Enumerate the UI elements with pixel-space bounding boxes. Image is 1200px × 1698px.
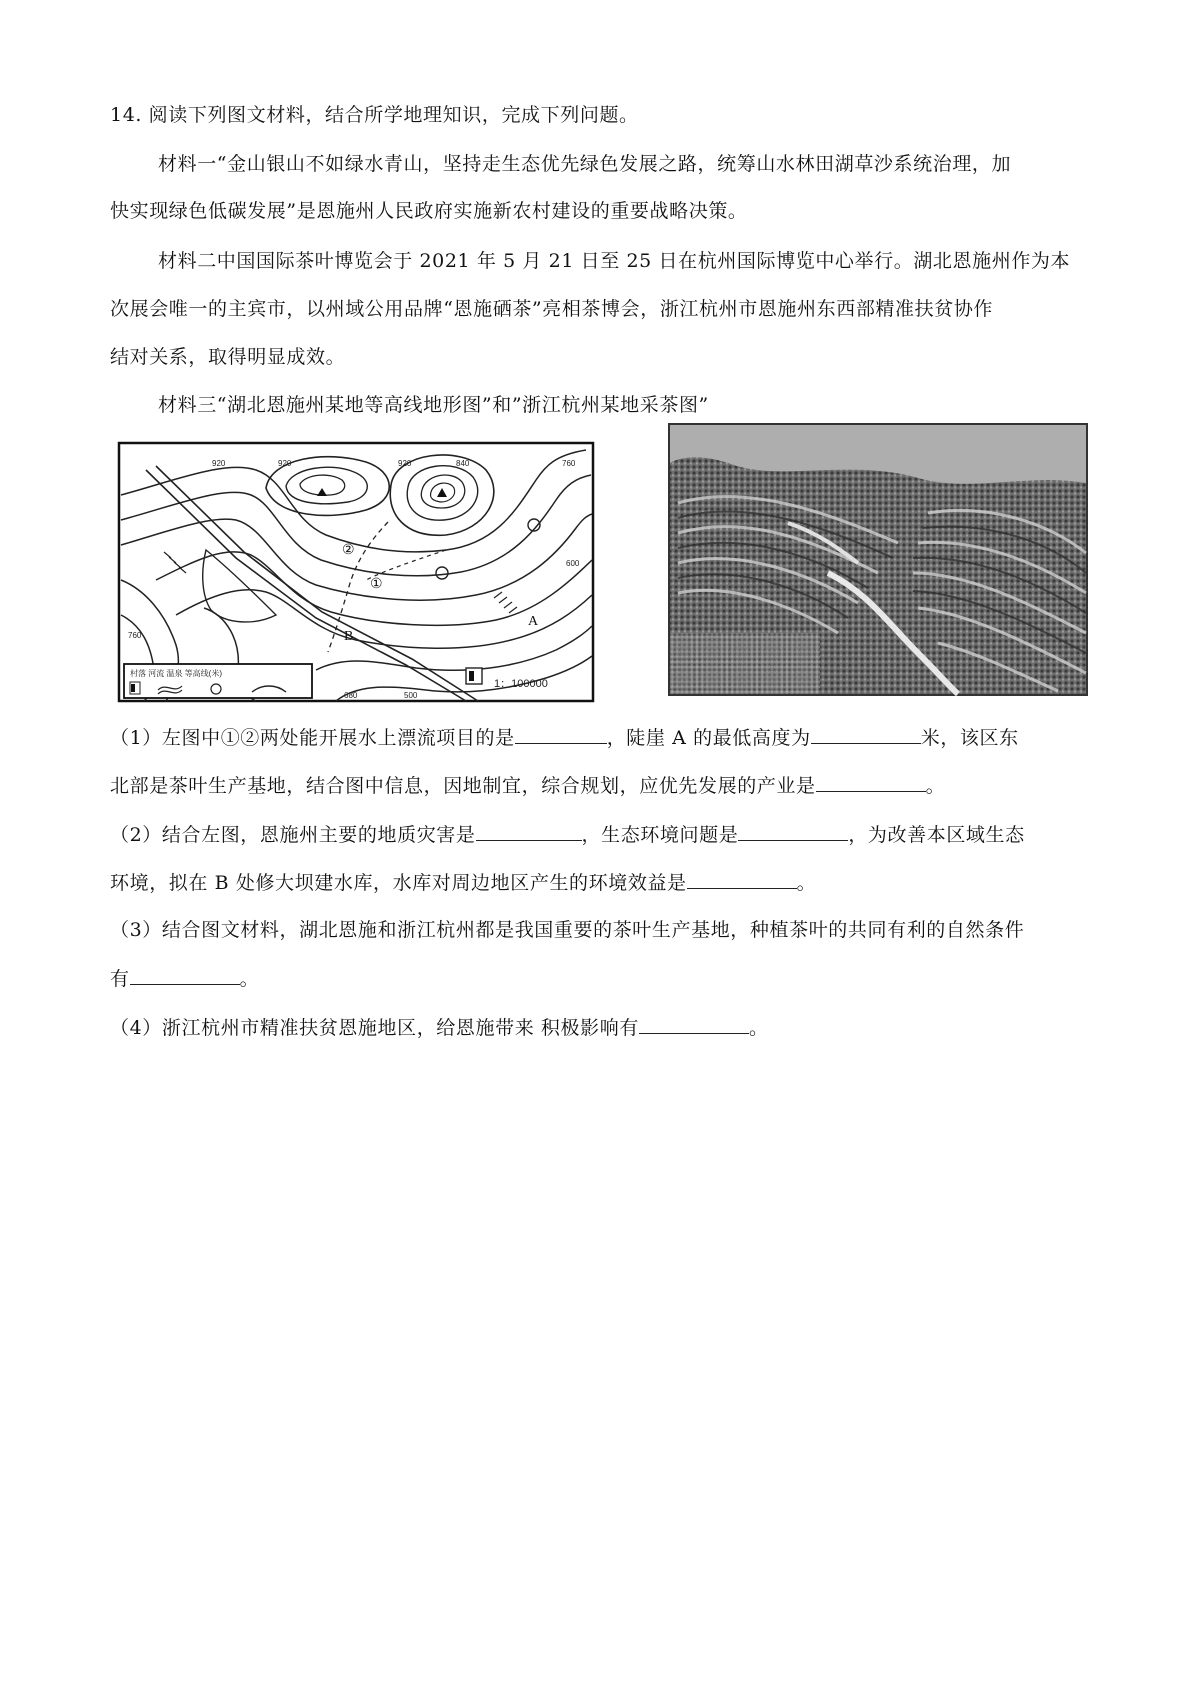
point-1-label: ① bbox=[370, 577, 383, 592]
q2-text-b: ，生态环境问题是 bbox=[581, 824, 739, 846]
point-b-label: B bbox=[344, 629, 354, 644]
point-2-label: ② bbox=[342, 543, 355, 558]
material1-line2: 快实现绿色低碳发展”是恩施州人民政府实施新农村建设的重要战略决策。 bbox=[110, 200, 748, 222]
q2-text-c: ，为改善本区域生态 bbox=[848, 824, 1025, 846]
contour-label-760-w: 760 bbox=[128, 631, 142, 640]
material2-line1: 材料二中国国际茶叶博览会于 2021 年 5 月 21 日至 25 日在杭州国际博览中心举行。湖北恩施州作为本 bbox=[158, 250, 1071, 272]
contour-label-680: 680 bbox=[344, 691, 358, 700]
q1-blank-2[interactable] bbox=[811, 725, 921, 744]
contour-label-760-ne: 760 bbox=[562, 459, 576, 468]
contour-label-920b: 920 bbox=[278, 459, 292, 468]
q3-blank-1[interactable] bbox=[130, 966, 240, 985]
q4-line1 bbox=[110, 1015, 769, 1040]
q1-blank-3[interactable] bbox=[816, 773, 926, 792]
q1-text-d: 北部是茶叶生产基地，结合图中信息，因地制宜，综合规划，应优先发展的产业是 bbox=[110, 775, 816, 797]
q4-text-a: （4）浙江杭州市精准扶贫恩施地区，给恩施带来 积极影响有 bbox=[110, 1017, 639, 1039]
q1-line2 bbox=[110, 773, 945, 798]
q2-blank-2[interactable] bbox=[738, 822, 848, 841]
contour-label-500: 500 bbox=[404, 691, 418, 700]
contour-label-600: 600 bbox=[566, 559, 580, 568]
contour-label-840: 840 bbox=[456, 459, 470, 468]
q1-line1 bbox=[110, 725, 1019, 750]
q3-text-a: 有 bbox=[110, 968, 130, 990]
q2-text-a: （2）结合左图，恩施州主要的地质灾害是 bbox=[110, 824, 476, 846]
q1-text-e: 。 bbox=[925, 775, 946, 797]
tea-plantation-photo bbox=[668, 423, 1088, 696]
material3-line: 材料三“湖北恩施州某地等高线地形图”和”浙江杭州某地采茶图” bbox=[158, 394, 709, 416]
contour-label-920c: 920 bbox=[398, 459, 412, 468]
q1-blank-1[interactable] bbox=[515, 725, 607, 744]
q2-line2 bbox=[110, 870, 816, 895]
q2-blank-1[interactable] bbox=[476, 822, 582, 841]
q3-line2 bbox=[110, 966, 259, 991]
q1-text-b: ，陡崖 A 的最低高度为 bbox=[606, 727, 811, 749]
q2-line1 bbox=[110, 822, 1025, 847]
q1-text-a: （1）左图中①②两处能开展水上漂流项目的是 bbox=[110, 727, 515, 749]
q2-text-e: 。 bbox=[796, 872, 817, 894]
material1-line1: 材料一“金山银山不如绿水青山，坚持走生态优先绿色发展之路，统筹山水林田湖草沙系统治理，加 bbox=[158, 153, 1012, 175]
q4-text-b: 。 bbox=[748, 1017, 769, 1039]
q3-text-b: 。 bbox=[239, 968, 260, 990]
contour-label-920a: 920 bbox=[212, 459, 226, 468]
question-stem: 14. 阅读下列图文材料，结合所学地理知识，完成下列问题。 bbox=[110, 104, 639, 126]
map-scale: 1：100000 bbox=[494, 678, 548, 690]
material2-line3: 结对关系，取得明显成效。 bbox=[110, 346, 346, 368]
q3-line1: （3）结合图文材料，湖北恩施和浙江杭州都是我国重要的茶叶生产基地，种植茶叶的共同有利的自然条件 bbox=[110, 919, 1025, 941]
q2-text-d: 环境，拟在 B 处修大坝建水库，水库对周边地区产生的环境效益是 bbox=[110, 872, 687, 894]
material2-line2: 次展会唯一的主宾市，以州域公用品牌“恩施硒茶”亮相茶博会，浙江杭州市恩施州东西部精准扶贫协作 bbox=[110, 298, 994, 320]
contour-map bbox=[116, 440, 596, 704]
q1-text-c: 米，该区东 bbox=[920, 727, 1019, 749]
cliff-a-label: A bbox=[528, 614, 539, 629]
q2-blank-3[interactable] bbox=[687, 870, 797, 889]
q4-blank-1[interactable] bbox=[639, 1015, 749, 1034]
map-legend: 村落 河流 温泉 等高线(米) bbox=[130, 669, 222, 678]
